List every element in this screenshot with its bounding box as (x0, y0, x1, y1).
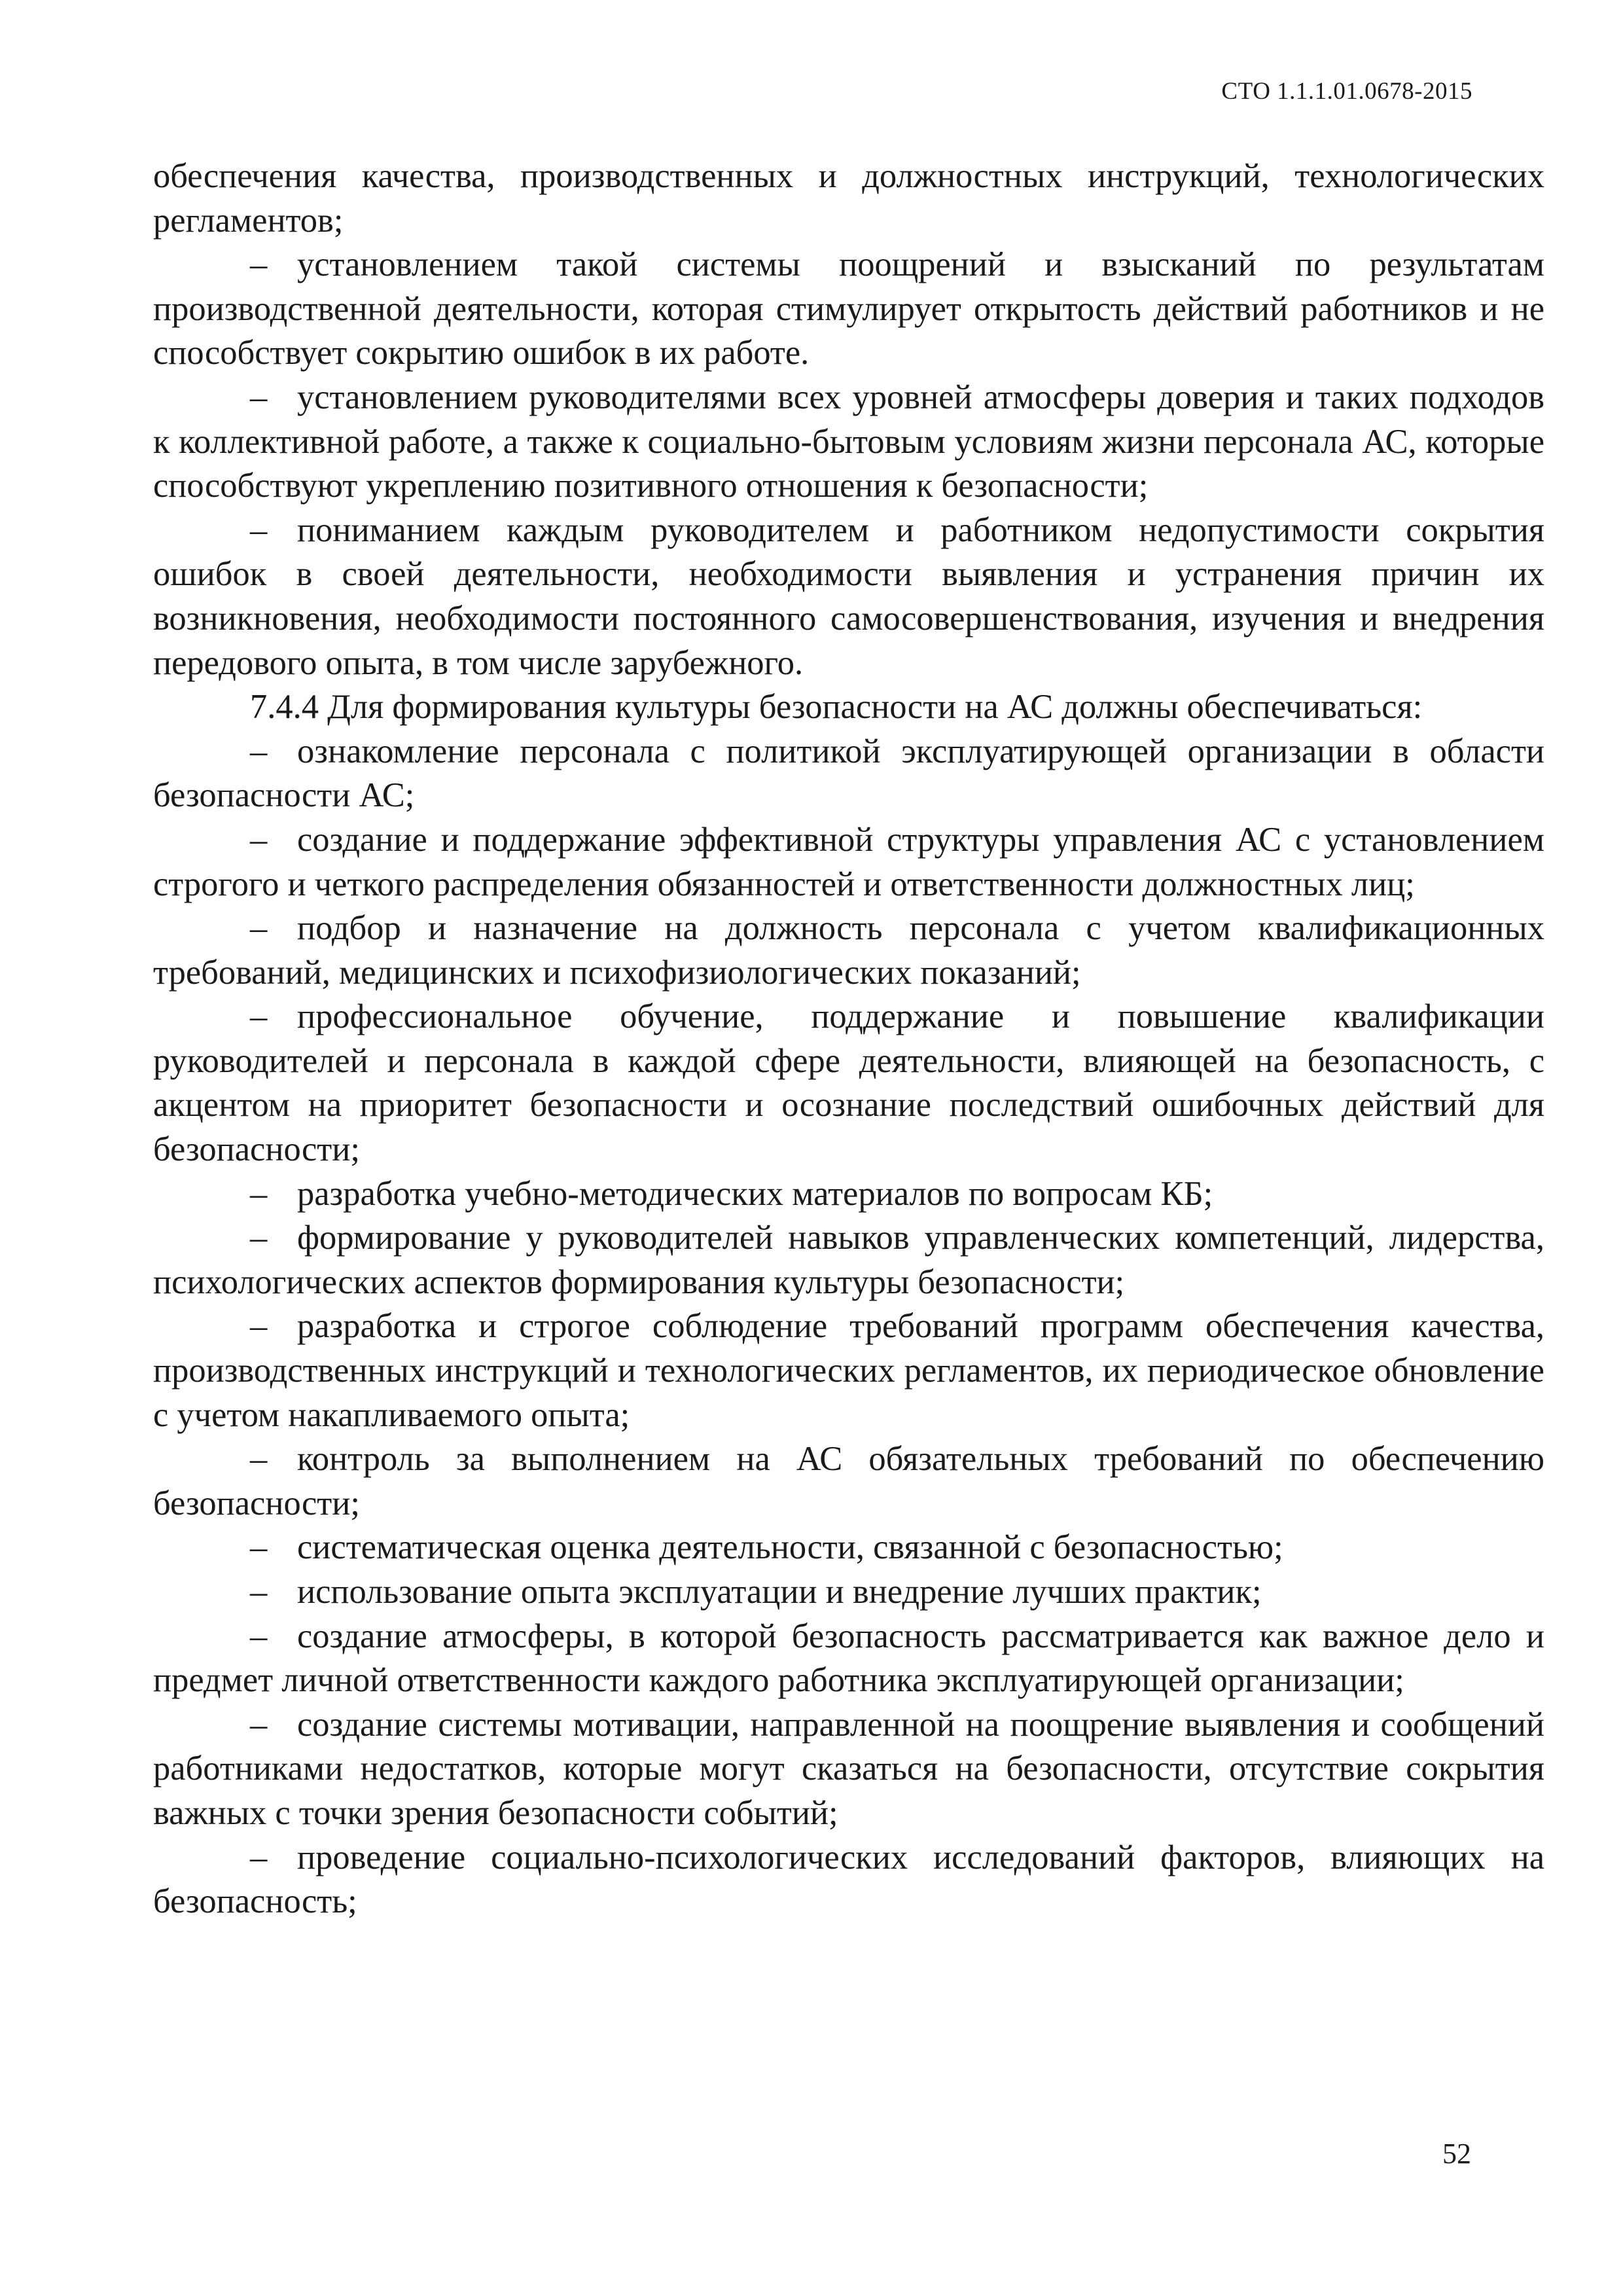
list-item (153, 1836, 1544, 1924)
list-item-text: создание и поддержание эффективной структуры управления АС с установлением строгого и четкого распределения обязанностей и ответственности должностных лиц; (153, 820, 1544, 903)
list-item-text: систематическая оценка деятельности, связанной с безопасностью; (297, 1528, 1283, 1567)
list-item-text: ознакомление персонала с политикой эксплуатирующей организации в области безопасности АС; (153, 732, 1544, 815)
list-item-text: установлением руководителями всех уровней атмосферы доверия и таких подходов к коллективной работе, а также к социально-бытовым условиям жизни персонала АС, которые способствуют укреплению позитивного отношения к безопасности; (153, 378, 1544, 505)
dash-marker: – (250, 1307, 268, 1346)
list-item (153, 995, 1544, 1172)
dash-marker: – (250, 1528, 268, 1567)
list-item (153, 243, 1544, 376)
list-item (153, 1304, 1544, 1437)
list-item-text: создание системы мотивации, направленной на поощрение выявления и сообщений работниками недостатков, которые могут сказаться на безопасности, отсутствие сокрытия важных с точки зрения безопасности событий; (153, 1705, 1544, 1832)
list-item (153, 509, 1544, 685)
list-item (153, 1526, 1544, 1570)
dash-marker: – (250, 511, 268, 549)
dash-marker: – (250, 1174, 268, 1213)
paragraph-text: обеспечения качества, производственных и должностных инструкций, технологических регламентов; (153, 157, 1544, 240)
list-item-text: разработка учебно-методических материалов по вопросам КБ; (297, 1174, 1213, 1213)
list-item (153, 376, 1544, 509)
dash-marker: – (250, 997, 268, 1036)
list-item (153, 1437, 1544, 1526)
dash-marker: – (250, 378, 268, 416)
list-item-text: создание атмосферы, в которой безопасность рассматривается как важное дело и предмет личной ответственности каждого работника эксплуатирующей организации; (153, 1617, 1544, 1700)
dash-marker: – (250, 732, 268, 770)
dash-marker: – (250, 1617, 268, 1655)
paragraph-continuation (153, 154, 1544, 243)
list-item (153, 730, 1544, 818)
dash-marker: – (250, 1440, 268, 1479)
list-item-text: контроль за выполнением на АС обязательных требований по обеспечению безопасности; (153, 1440, 1544, 1522)
clause-7-4-4 (153, 685, 1544, 730)
dash-marker: – (250, 1838, 268, 1876)
list-item (153, 1570, 1544, 1615)
list-item-text: формирование у руководителей навыков управленческих компетенций, лидерства, психологических аспектов формирования культуры безопасности; (153, 1219, 1544, 1301)
list-item (153, 818, 1544, 906)
list-item (153, 1216, 1544, 1304)
list-item-text: профессиональное обучение, поддержание и повышение квалификации руководителей и персонала в каждой сфере деятельности, влияющей на безопасность, с акцентом на приоритет безопасности и осознание последствий ошибочных действий для безопасности; (153, 997, 1544, 1169)
document-body (153, 154, 1544, 1924)
list-item-text: установлением такой системы поощрений и взысканий по результатам производственной деятельности, которая стимулирует открытость действий работников и не способствует сокрытию ошибок в их работе. (153, 245, 1544, 372)
dash-marker: – (250, 909, 268, 948)
list-item-text: проведение социально-психологических исследований факторов, влияющих на безопасность; (153, 1838, 1544, 1921)
list-item-text: использование опыта эксплуатации и внедрение лучших практик; (297, 1573, 1262, 1611)
list-item (153, 1703, 1544, 1836)
dash-marker: – (250, 245, 268, 284)
list-item-text: подбор и назначение на должность персонала с учетом квалификационных требований, медицинских и психофизиологических показаний; (153, 909, 1544, 992)
page-number: 52 (1442, 2138, 1471, 2170)
list-item (153, 1615, 1544, 1703)
list-item-text: пониманием каждым руководителем и работником недопустимости сокрытия ошибок в своей деятельности, необходимости выявления и устранения причин их возникновения, необходимости постоянного самосовершенствования, изучения и внедрения передового опыта, в том числе зарубежного. (153, 511, 1544, 682)
document-code: СТО 1.1.1.01.0678-2015 (1221, 78, 1472, 105)
clause-text: 7.4.4 Для формирования культуры безопасности на АС должны обеспечиваться: (250, 688, 1423, 726)
list-item-text: разработка и строгое соблюдение требований программ обеспечения качества, производственных инструкций и технологических регламентов, их периодическое обновление с учетом накапливаемого опыта; (153, 1307, 1544, 1434)
list-item (153, 1172, 1544, 1217)
dash-marker: – (250, 820, 268, 859)
dash-marker: – (250, 1573, 268, 1611)
dash-marker: – (250, 1705, 268, 1744)
dash-marker: – (250, 1219, 268, 1257)
list-item (153, 906, 1544, 995)
